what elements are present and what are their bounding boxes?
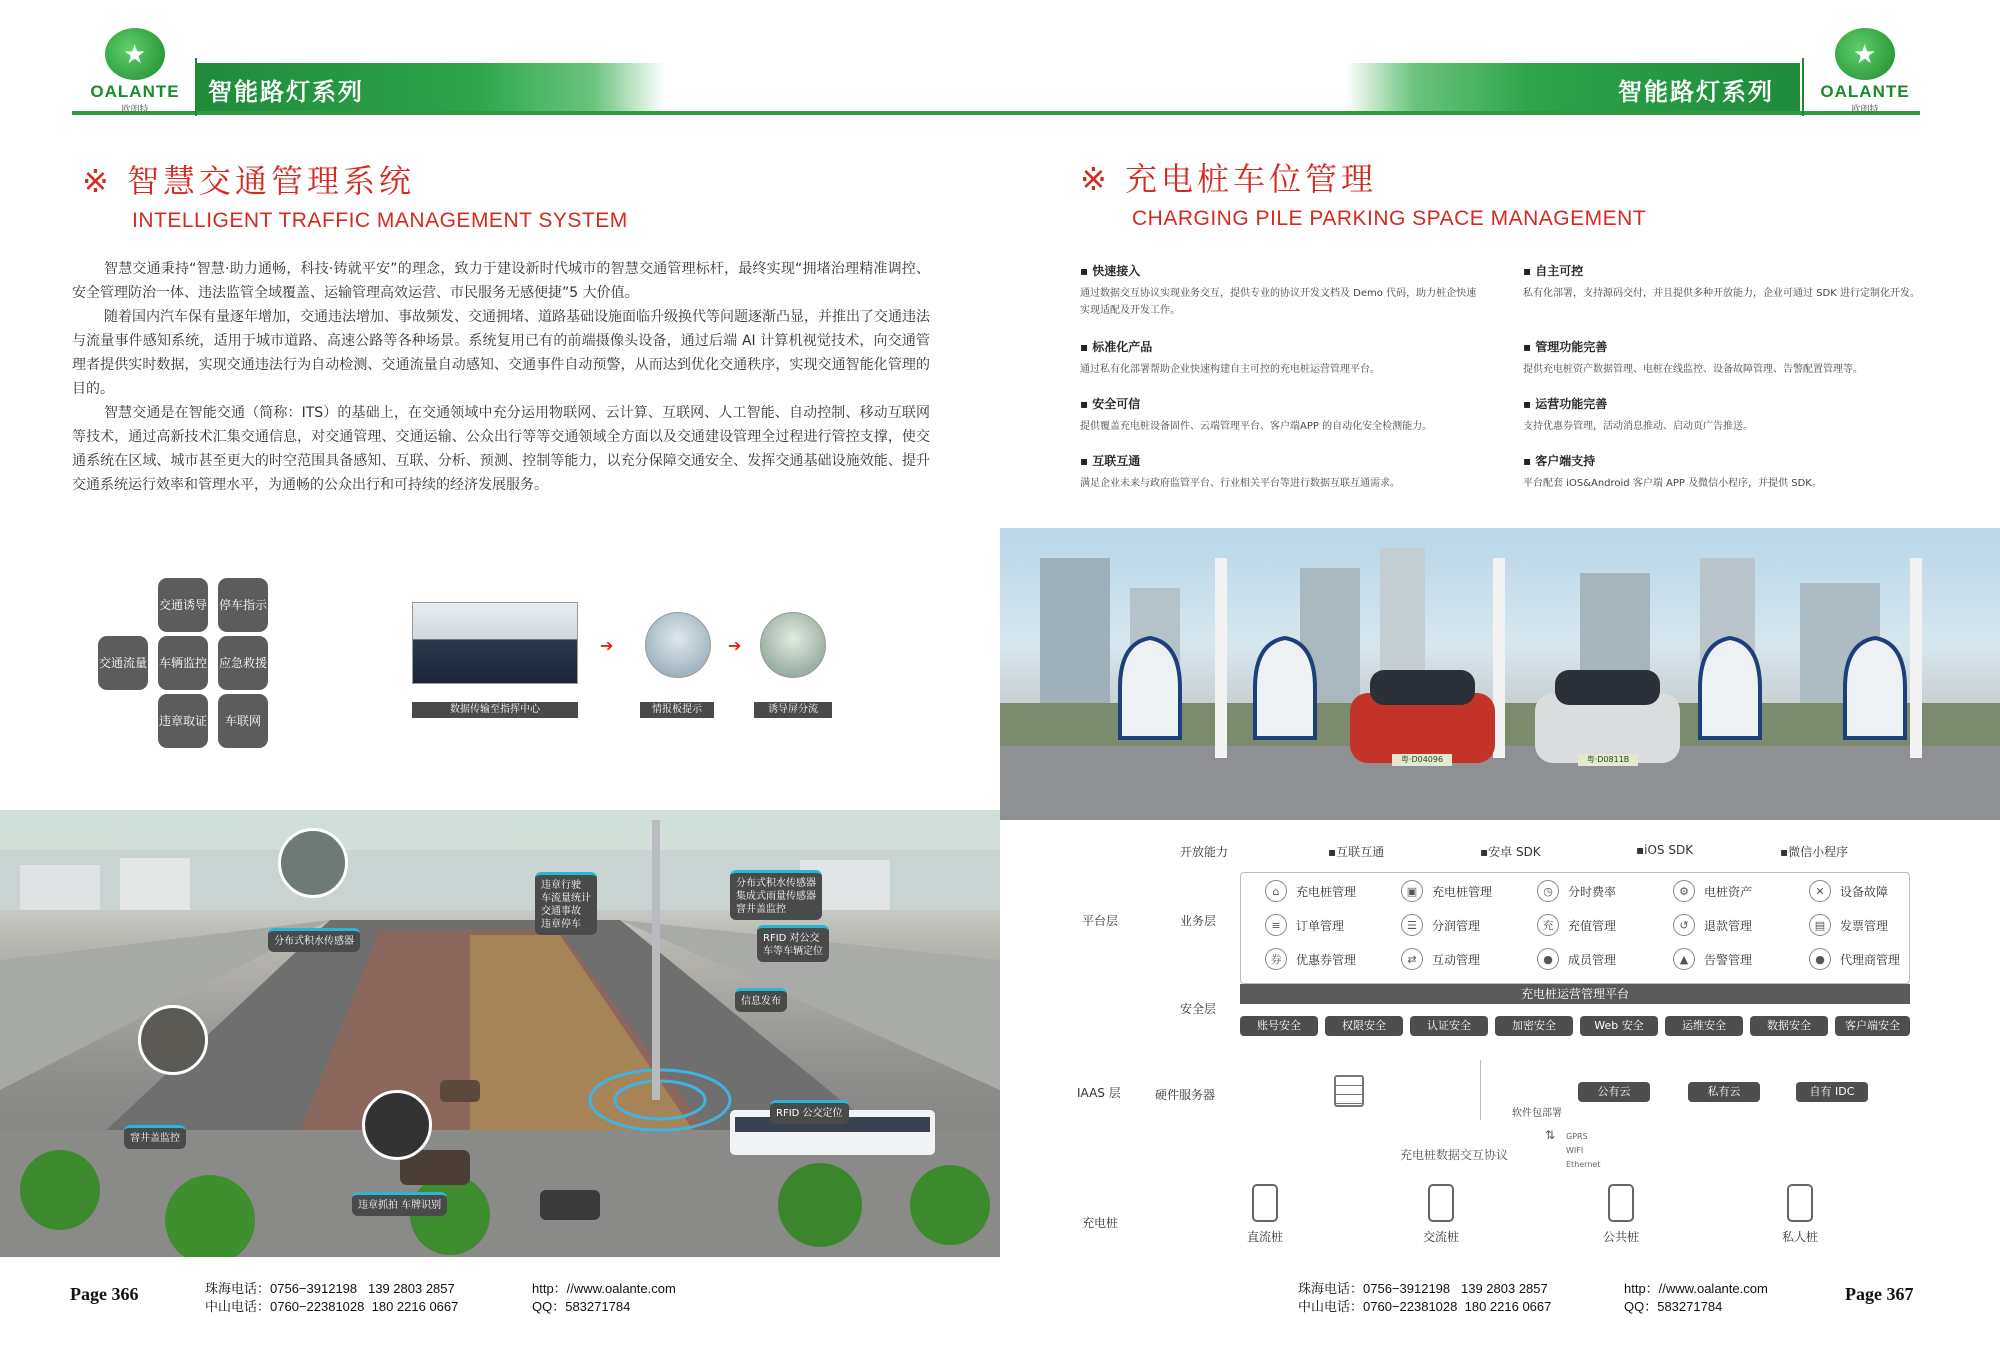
- refund-icon: ↺: [1673, 914, 1695, 936]
- website-link[interactable]: http：//www.oalante.com: [1624, 1281, 1768, 1296]
- share-icon: ☰: [1401, 914, 1423, 936]
- series-title: 智能路灯系列: [1618, 78, 1774, 106]
- feature-text: 通过数据交互协议实现业务交互，提供专业的协议开发文档及 Demo 代码，助力桩企快速实现适配及开发工作。: [1080, 288, 1477, 316]
- business-item: ≡ 订单管理: [1265, 910, 1401, 940]
- page-number: Page 366: [70, 1284, 139, 1304]
- flow-step-label: 诱导屏分流: [754, 702, 832, 718]
- feature-heading: ▪ 运营功能完善: [1523, 397, 1608, 411]
- iaas-layer-label: IAAS 层: [1077, 1086, 1121, 1100]
- brand-name-cn: 欧朗特: [121, 105, 149, 115]
- open-item: ▪安卓 SDK: [1480, 845, 1541, 859]
- business-item: ✕ 设备故障: [1809, 876, 1945, 906]
- hex-vehicle-monitor: 车辆监控: [158, 636, 208, 690]
- asset-icon: ⚙: [1673, 880, 1695, 902]
- platform-bar: 充电桩运营管理平台: [1240, 984, 1910, 1004]
- zhuhai-tel: 0756−3912198: [270, 1281, 358, 1296]
- pile-layer-label: 充电桩: [1082, 1216, 1119, 1230]
- feature-text: 支持优惠券管理，活动消息推动、启动页广告推送。: [1523, 421, 1753, 432]
- interaction-icon: ⇄: [1401, 948, 1423, 970]
- security-item: 认证安全: [1410, 1016, 1488, 1036]
- license-plate: 粤·D0811B: [1578, 754, 1638, 766]
- recharge-icon: 充: [1537, 914, 1559, 936]
- callout-info-release: 信息发布: [735, 988, 787, 1012]
- business-item: ▣ 充电桩管理: [1401, 876, 1537, 906]
- protocol-list: [1566, 1130, 1600, 1172]
- ac-pile: 交流桩: [1406, 1184, 1476, 1245]
- agent-icon: ●: [1809, 948, 1831, 970]
- brand-logo: [1805, 28, 1925, 118]
- protocol-item: WIFI: [1566, 1146, 1584, 1155]
- business-item: ● 成员管理: [1537, 944, 1673, 974]
- private-pile: 私人桩: [1765, 1184, 1835, 1245]
- section-subtitle-en: INTELLIGENT TRAFFIC MANAGEMENT SYSTEM: [132, 209, 628, 232]
- feature-text: 私有化部署，支持源码交付，并且提供多种开放能力，企业可通过 SDK 进行定制化开发。: [1523, 288, 1920, 299]
- feature-heading: ▪ 标准化产品: [1080, 340, 1153, 354]
- sensor-camera-bubble: [278, 828, 348, 898]
- hardware-server-label: 硬件服务器: [1155, 1088, 1216, 1102]
- website-link[interactable]: http：//www.oalante.com: [532, 1281, 676, 1296]
- smart-street-illustration: [0, 810, 1000, 1257]
- platform-layer-label: 平台层: [1082, 914, 1119, 928]
- info-board-image: [645, 612, 711, 678]
- security-item: 数据安全: [1750, 1016, 1828, 1036]
- contact-info: [1298, 1280, 1551, 1316]
- cloud-option: 私有云: [1688, 1082, 1760, 1102]
- web-info: [532, 1280, 676, 1316]
- feature-heading: ▪ 管理功能完善: [1523, 340, 1608, 354]
- paragraph: 智慧交通是在智能交通（简称：ITS）的基础上，在交通领域中充分运用物联网、云计算、互联网、人工智能、自动控制、移动互联网等技术，通过高新技术汇集交通信息，对交通管理、交通运输、公众出行等等交通领域全方面以及交通建设管理全过程进行管控支撑，使交通系统在区域、城市甚至更大的时空范围具备感知、互联、分析、预测、控制等能力，以充分保障交通安全、发挥交通基础设施效能、提升交通系统运行效率和管理水平，为通畅的公众出行和可持续的经济发展服务。: [72, 405, 930, 493]
- cloud-option: 公有云: [1578, 1082, 1650, 1102]
- business-item: ▤ 发票管理: [1809, 910, 1945, 940]
- hex-emergency: 应急救援: [218, 636, 268, 690]
- security-layer-label: 安全层: [1180, 1002, 1217, 1016]
- feature-heading: ▪ 客户端支持: [1523, 454, 1596, 468]
- command-center-image: [412, 602, 578, 684]
- security-item: Web 安全: [1580, 1016, 1658, 1036]
- updown-arrow-icon: ⇅: [1545, 1128, 1556, 1142]
- series-title: 智能路灯系列: [208, 78, 364, 106]
- security-item: 权限安全: [1325, 1016, 1403, 1036]
- contact-info: [205, 1280, 458, 1316]
- dc-pile: 直流桩: [1230, 1184, 1300, 1245]
- header-rule: [72, 111, 1000, 115]
- server-icon: [1334, 1075, 1364, 1107]
- paragraph: 随着国内汽车保有量逐年增加，交通违法增加、事故频发、交通拥堵、道路基础设施面临升级换代等问题逐渐凸显，并推出了交通违法与流量事件感知系统，适用于城市道路、高速公路等各种场景。系统复用已有的前端摄像头设备，通过后端 AI 计算机视觉技术，向交通管理者提供实时数据，实现交通违法行为自动检测、交通流量自动感知、交通事件自动预警，从而达到优化交通秩序，实现交通智能化管理的目的。: [72, 309, 930, 397]
- dc-pile-icon: [1252, 1184, 1278, 1222]
- hex-iov: 车联网: [218, 694, 268, 748]
- brand-name: OALANTE: [1820, 82, 1910, 101]
- coupon-icon: 券: [1265, 948, 1287, 970]
- zhuhai-tel: 0756−3912198: [1363, 1281, 1451, 1296]
- business-row: [1265, 944, 1945, 974]
- callout-rfid-position: RFID 公交定位: [770, 1100, 849, 1124]
- hex-parking: 停车指示: [218, 578, 268, 632]
- brand-name-cn: 欧朗特: [1851, 105, 1879, 115]
- feature-text: 提供充电桩资产数据管理、电桩在线监控、设备故障管理、告警配置管理等。: [1523, 364, 1863, 375]
- zhuhai-mobile: 139 2803 2857: [367, 1281, 455, 1296]
- feature-heading: ▪ 安全可信: [1080, 397, 1141, 411]
- qq-number: QQ：583271784: [1624, 1299, 1723, 1314]
- zhuhai-label: 珠海电话：: [205, 1281, 271, 1296]
- flow-step-label: 情报板提示: [640, 702, 714, 718]
- protocol-item: GPRS: [1566, 1132, 1588, 1141]
- open-item: ▪微信小程序: [1780, 845, 1849, 859]
- alert-icon: ▲: [1673, 948, 1695, 970]
- page-number: Page 367: [1845, 1284, 1914, 1304]
- deploy-label: 软件包部署: [1512, 1108, 1562, 1119]
- logo-divider: [195, 58, 197, 116]
- cloud-option: 自有 IDC: [1796, 1082, 1868, 1102]
- section-subtitle-en: CHARGING PILE PARKING SPACE MANAGEMENT: [1132, 207, 1647, 230]
- brand-logo: [75, 28, 195, 118]
- arrow-right-icon: ➔: [600, 636, 614, 655]
- business-item: ⚙ 电桩资产: [1673, 876, 1809, 906]
- invoice-icon: ▤: [1809, 914, 1831, 936]
- star-icon: ★: [123, 40, 147, 70]
- hex-traffic-guidance: 交通诱导: [158, 578, 208, 632]
- open-item: ▪互联互通: [1328, 845, 1385, 859]
- star-icon: ★: [1853, 40, 1877, 70]
- business-item: ◷ 分时费率: [1537, 876, 1673, 906]
- license-plate: 粤·D04096: [1392, 754, 1452, 766]
- pile-icon: ⌂: [1265, 880, 1287, 902]
- section-title: ※ 充电桩车位管理: [1080, 160, 1377, 198]
- zhongshan-mobile: 180 2216 0667: [1464, 1299, 1552, 1314]
- ac-pile-icon: [1428, 1184, 1454, 1222]
- web-info: [1624, 1280, 1768, 1316]
- clock-icon: ◷: [1537, 880, 1559, 902]
- callout-manhole: 窨井盖监控: [124, 1125, 186, 1149]
- pile-icon: ▣: [1401, 880, 1423, 902]
- private-pile-icon: [1787, 1184, 1813, 1222]
- zhongshan-tel: 0760−22381028: [270, 1299, 365, 1314]
- security-item: 运维安全: [1665, 1016, 1743, 1036]
- zhuhai-mobile: 139 2803 2857: [1460, 1281, 1548, 1296]
- business-row: [1265, 876, 1945, 906]
- guidance-screen-image: [760, 612, 826, 678]
- protocol-label: 充电桩数据交互协议: [1400, 1148, 1509, 1162]
- intro-text: [72, 257, 930, 497]
- charging-station-photo: [1000, 528, 2000, 820]
- public-pile-icon: [1608, 1184, 1634, 1222]
- security-item: 加密安全: [1495, 1016, 1573, 1036]
- public-pile: 公共桩: [1586, 1184, 1656, 1245]
- feature-text: 平台配套 iOS&Android 客户端 APP 及微信小程序，并提供 SDK。: [1523, 478, 1822, 489]
- security-item: 账号安全: [1240, 1016, 1318, 1036]
- business-item: 券 优惠券管理: [1265, 944, 1401, 974]
- charging-scene-svg: [1000, 528, 2000, 820]
- manhole-camera-bubble: [138, 1005, 208, 1075]
- logo-divider: [1802, 58, 1804, 116]
- arrow-right-icon: ➔: [728, 636, 742, 655]
- qq-number: QQ：583271784: [532, 1299, 631, 1314]
- order-icon: ≡: [1265, 914, 1287, 936]
- zhongshan-tel: 0760−22381028: [1363, 1299, 1458, 1314]
- security-item: 客户端安全: [1835, 1016, 1910, 1036]
- business-item: ⇄ 互动管理: [1401, 944, 1537, 974]
- zhuhai-label: 珠海电话：: [1298, 1281, 1364, 1296]
- callout-plate: 违章抓拍 车牌识别: [352, 1192, 447, 1216]
- business-item: ↺ 退款管理: [1673, 910, 1809, 940]
- business-item: ▲ 告警管理: [1673, 944, 1809, 974]
- callout-violation: 违章行驶 车流量统计 交通事故 违章停车: [535, 872, 597, 935]
- wrench-icon: ✕: [1809, 880, 1831, 902]
- paragraph: 智慧交通秉持“智慧·助力通畅，科技·铸就平安”的理念，致力于建设新时代城市的智慧交通管理标杆，最终实现“拥堵治理精准调控、安全管理防治一体、违法监管全域覆盖、运输管理高效运营、市民服务无感便捷”5 大价值。: [72, 261, 930, 301]
- protocol-item: Ethernet: [1566, 1160, 1601, 1169]
- member-icon: ●: [1537, 948, 1559, 970]
- section-title: ※ 智慧交通管理系统: [82, 162, 415, 200]
- hex-traffic-flow: 交通流量: [98, 636, 148, 690]
- feature-text: 通过私有化部署帮助企业快速构建自主可控的充电桩运营管理平台。: [1080, 364, 1380, 375]
- business-item: ● 代理商管理: [1809, 944, 1945, 974]
- right-page: [1000, 0, 2000, 1357]
- callout-sensors: 分布式积水传感器 集成式雨量传感器 窨井盖监控: [730, 870, 822, 920]
- hex-violation: 违章取证: [158, 694, 208, 748]
- feature-heading: ▪ 自主可控: [1523, 264, 1584, 278]
- flow-step-label: 数据传输至指挥中心: [412, 702, 578, 718]
- feature-text: 提供覆盖充电桩设备固件、云端管理平台、客户端APP 的自动化安全检测能力。: [1080, 421, 1433, 432]
- divider: [1480, 1060, 1481, 1120]
- business-item: ⌂ 充电桩管理: [1265, 876, 1401, 906]
- business-layer-label: 业务层: [1180, 914, 1217, 928]
- zhongshan-mobile: 180 2216 0667: [371, 1299, 459, 1314]
- business-item: 充 充值管理: [1537, 910, 1673, 940]
- business-row: [1265, 910, 1945, 940]
- open-item: ▪iOS SDK: [1636, 843, 1694, 857]
- callout-rfid-bus: RFID 对公交 车等车辆定位: [757, 925, 829, 962]
- header-rule: [1000, 111, 1920, 115]
- callout-water-sensor: 分布式积水传感器: [268, 928, 360, 952]
- zhongshan-label: 中山电话：: [205, 1299, 271, 1314]
- feature-heading: ▪ 互联互通: [1080, 454, 1141, 468]
- open-capability-label: 开放能力: [1180, 845, 1229, 859]
- business-item: ☰ 分润管理: [1401, 910, 1537, 940]
- feature-text: 满足企业未来与政府监管平台、行业相关平台等进行数据互联互通需求。: [1080, 478, 1400, 489]
- plate-camera-bubble: [362, 1090, 432, 1160]
- brand-name: OALANTE: [90, 82, 180, 101]
- feature-heading: ▪ 快速接入: [1080, 264, 1141, 278]
- zhongshan-label: 中山电话：: [1298, 1299, 1364, 1314]
